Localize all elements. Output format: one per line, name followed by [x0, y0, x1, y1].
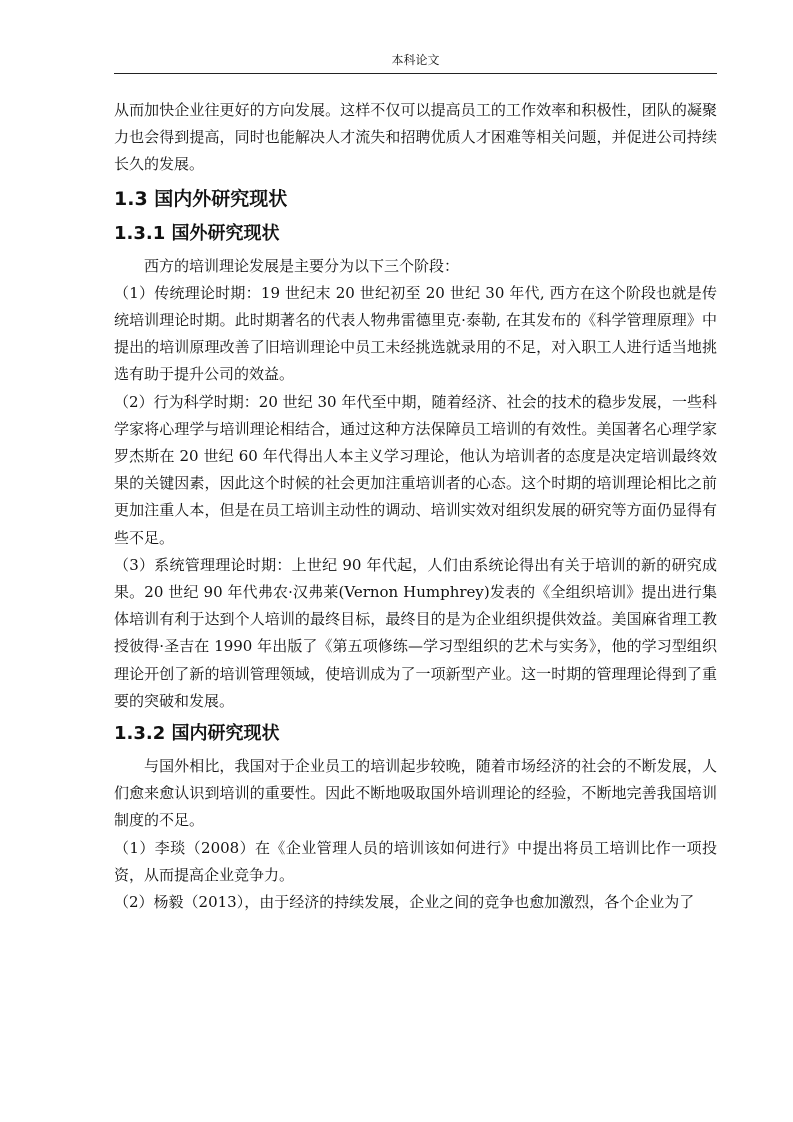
foreign-research-item-3: （3）系统管理理论时期：上世纪 90 年代起，人们由系统论得出有关于培训的新的研究成果。20 世纪 90 年代弗农·汉弗莱(Vernon Humphrey)发表的《全组织培训》提出进行集体培训有利于达到个人培训的最终目标，最终目的是为企业组织提供效益。美国麻省理工教授彼得·圣吉在 1990 年出版了《第五项修练—学习型组织的艺术与实务》，他的学习型组织理论开创了新的培训管理领域，使培训成为了一项新型产业。这一时期的管理理论得到了重要的突破和发展。 — [114, 555, 717, 710]
domestic-research-item-2: （2）杨毅（2013），由于经济的持续发展，企业之间的竞争也愈加激烈，各个企业为了 — [114, 893, 695, 912]
foreign-research-item-1: （1）传统理论时期：19 世纪末 20 世纪初至 20 世纪 30 年代, 西方在这个阶段也就是传统培训理论时期。此时期著名的代表人物弗雷德里克·泰勒, 在其发布的《科学管理原理》中提出的培训原理改善了旧培训理论中员工未经挑选就录用的不足，对入职工人进行适当地挑选有助于提升公司的效益。 — [114, 283, 717, 384]
domestic-research-item-1: （1）李琰（2008）在《企业管理人员的培训该如何进行》中提出将员工培训比作一项投资，从而提高企业竞争力。 — [114, 838, 717, 884]
header-divider — [114, 73, 717, 74]
foreign-research-item-2: （2）行为科学时期：20 世纪 30 年代至中期，随着经济、社会的技术的稳步发展，一些科学家将心理学与培训理论相结合，通过这种方法保障员工培训的有效性。美国著名心理学家罗杰斯在 20 世纪 60 年代得出人本主义学习理论，他认为培训者的态度是决定培训最终效果的关键因素，因此这个时候的社会更加注重培训者的心态。这个时期的培训理论相比之前更加注重人本，但是在员工培训主动性的调动、培训实效对组织发展的研究等方面仍显得有些不足。 — [114, 392, 717, 547]
domestic-research-lead: 与国外相比，我国对于企业员工的培训起步较晚，随着市场经济的社会的不断发展，人们愈来愈认识到培训的重要性。因此不断地吸取国外培训理论的经验，不断地完善我国培训制度的不足。 — [114, 757, 717, 830]
intro-paragraph: 从而加快企业往更好的方向发展。这样不仅可以提高员工的工作效率和积极性，团队的凝聚力也会得到提高，同时也能解决人才流失和招聘优质人才困难等相关问题，并促进公司持续长久的发展。 — [114, 101, 717, 174]
section-heading-1-3-2: 1.3.2 国内研究现状 — [114, 723, 280, 745]
document-body — [114, 97, 717, 916]
page-header: 本科论文 — [391, 53, 440, 67]
section-heading-1-3-1: 1.3.1 国外研究现状 — [114, 222, 280, 244]
section-heading-1-3: 1.3 国内外研究现状 — [114, 187, 288, 210]
foreign-research-lead: 西方的培训理论发展是主要分为以下三个阶段： — [144, 256, 460, 275]
